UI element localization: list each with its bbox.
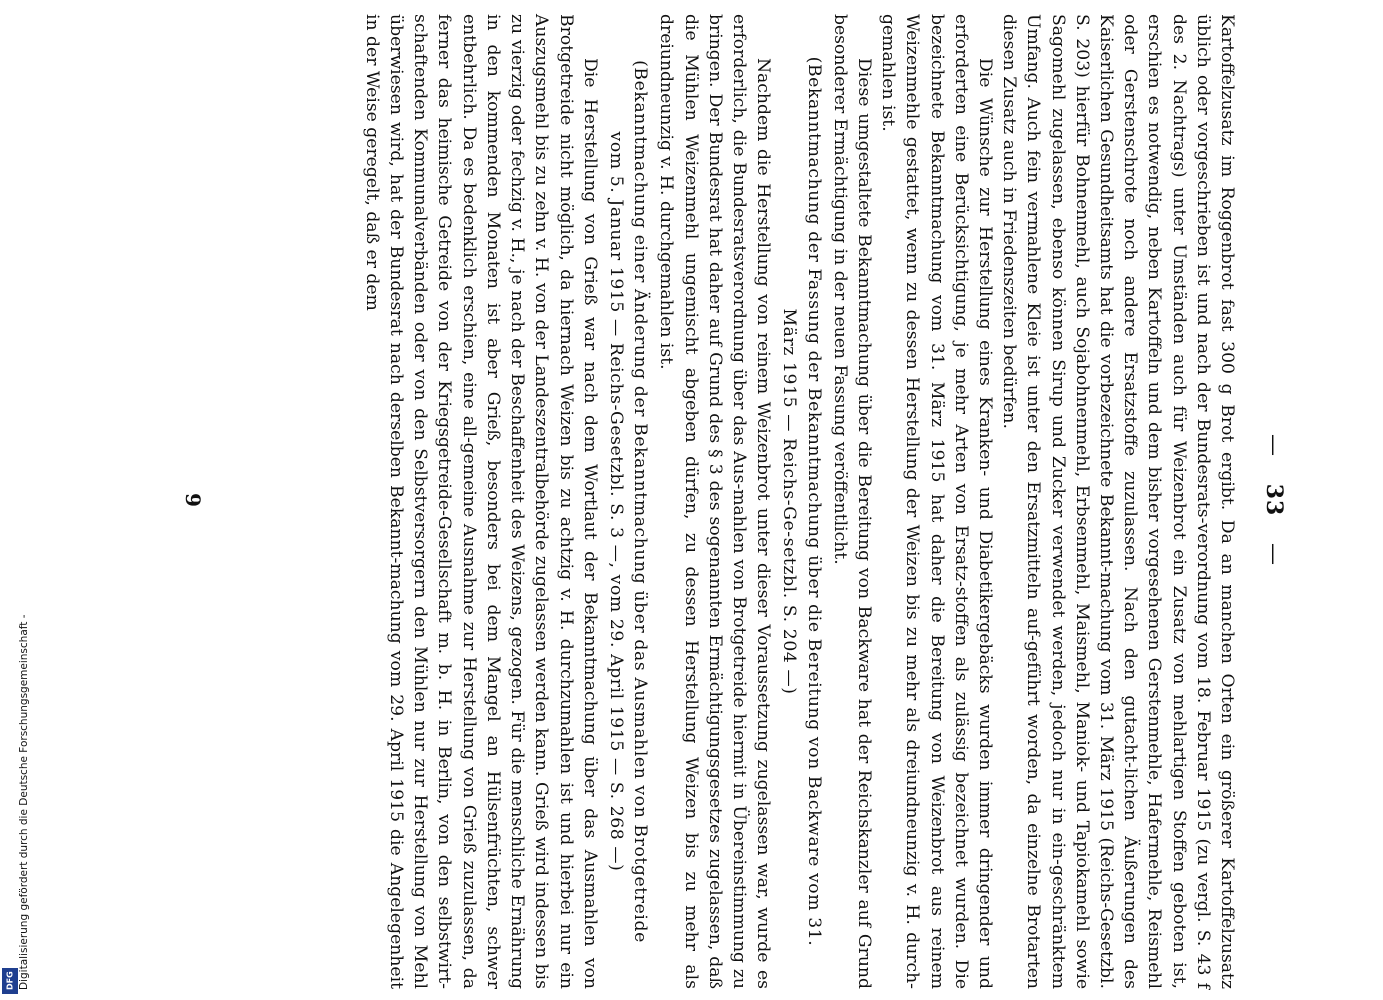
- dfg-logo: DFG: [2, 968, 18, 994]
- credit-text: Digitalisierung gefördert durch die Deutsche Forschungsgemeinschaft -: [18, 614, 30, 990]
- citation-1: (Bekanntmachung der Fassung der Bekanntmachung über die Bereitung von Backware vom 31. März 1915 — Reichs-Ge-setzbl. S. 204 —): [779, 56, 824, 947]
- signature-mark: 9: [181, 493, 205, 507]
- page-number: 33: [1261, 483, 1287, 517]
- page-header: [1261, 0, 1287, 1000]
- paragraph-5: Die Herstellung von Grieß war nach dem Wortlaut der Bekanntmachung über das Ausmahlen von Brotgetreide nicht möglich, da hiernach Weizen bis zu achtzig v. H. durchzumahlen ist und hierbei nur ein Auszugsmehl bis zu zehn v. H. von der Landeszentralbehörde zugelassen werden kann. Grieß wird indessen bis zu vierzig oder fechzig v. H., je nach der Beschaffenheit des Weizens, gezogen. Für die menschliche Ernährung in den kommenden Monaten ist aber Grieß, besonders bei dem Mangel an Hülsenfrüchten, schwer entbehrlich. Da es bedenklich erschien, eine all-gemeine Ausnahme zur Herstellung von Grieß zuzulassen, da ferner das heimische Getreide von der Kriegsgetreide-Gesellschaft m. b. H. in Berlin, von den selbstwirt-schaftenden Kommunalverbänden oder von den Selbstversorgern den Mühlen nur zur Herstellung von Mehl überwiesen wird, hat der Bundesrat nach derselben Bekannt-machung vom 29. April 1915 die Angelegenheit in der Weise geregelt, daß er dem: [361, 14, 600, 989]
- credit-sidebar: [0, 0, 28, 1000]
- paragraph-1: Kartoffelzusatz im Roggenbrot fast 300 g Brot ergibt. Da an manchen Orten ein größerer Kartoffelzusatz üblich oder vorgeschrieben ist und nach der Bundesrats-verordnung vom 18. Februar 1915 (zu vergl. S. 43 f des 2. Nachtrags) unter Umständen auch für Weizenbrot ein Zusatz von mehlartigen Stoffen geboten ist, erschien es notwendig, neben Kartoffeln und dem bisher vorgesehenen Gerstenmehle, Hafermehle, Reismehl oder Gerstenschrote noch andere Ersatzstoffe zuzulassen. Nach den gutacht-lichen Äußerungen des Kaiserlichen Gesundheitsamts hat die vorbezeichnete Bekannt-machung vom 31. März 1915 (Reichs-Gesetzbl. S. 203) hierfür Bohnenmehl, auch Sojabohnenmehl, Erbsenmehl, Maismehl, Maniok- und Tapiokamehl sowie Sagomehl zugelassen, ebenso können Sirup und Zucker verwendet werden, jedoch nur in ein-geschränktem Umfang. Auch fein vermahlene Kleie ist unter den Ersatzmitteln auf-geführt worden, da einzelne Brotarten diesen Zusatz auch in Friedenszeiten bedürfen.: [999, 14, 1237, 989]
- paragraph-3: Diese umgestaltete Bekanntmachung über die Bereitung von Backware hat der Reichskanzler auf Grund besonderer Ermächtigung in der neuen Fassung veröffentlicht.: [829, 14, 874, 989]
- header-dash-right: —: [1261, 542, 1286, 566]
- paragraph-4: Nachdem die Herstellung von reinem Weizenbrot unter dieser Voraussetzung zugelassen war, wurde es erforderlich, die Bundesratsverordnung über das Aus-mahlen von Brotgetreide hiermit in Übereinstimmung zu bringen. Der Bundesrat hat daher auf Grund des § 3 des sogenannten Ermächtigungsgesetzes zugelassen, daß die Mühlen Weizenmehl ungemischt abgeben dürfen, zu dessen Herstellung Weizen bis zu mehr als dreiundneunzig v. H. durchgemahlen ist.: [656, 14, 774, 989]
- header-dash-left: —: [1261, 434, 1286, 458]
- citation-2: (Bekanntmachung einer Änderung der Bekanntmachung über das Ausmahlen von Brotgetreide vom 5. Januar 1915 — Reichs-Gesetzbl. S. 3 —, vom 29. April 1915 — S. 268 —): [605, 60, 651, 943]
- body-text: [360, 14, 1239, 989]
- document-page: [167, 0, 1297, 1000]
- paragraph-2: Die Wünsche zur Herstellung eines Kranken- und Diabetikergebäcks wurden immer dringender und erforderten eine Berücksichtigung, je mehr Arten von Ersatz-stoffen als zulässig bezeichnet wurden. Die bezeichnete Bekanntmachung vom 31. März 1915 hat daher die Bereitung von Weizenbrot aus reinem Weizenmehle gestattet, wenn zu dessen Herstellung der Weizen bis zu mehr als dreiundneunzig v. H. durch-gemahlen ist.: [878, 14, 995, 989]
